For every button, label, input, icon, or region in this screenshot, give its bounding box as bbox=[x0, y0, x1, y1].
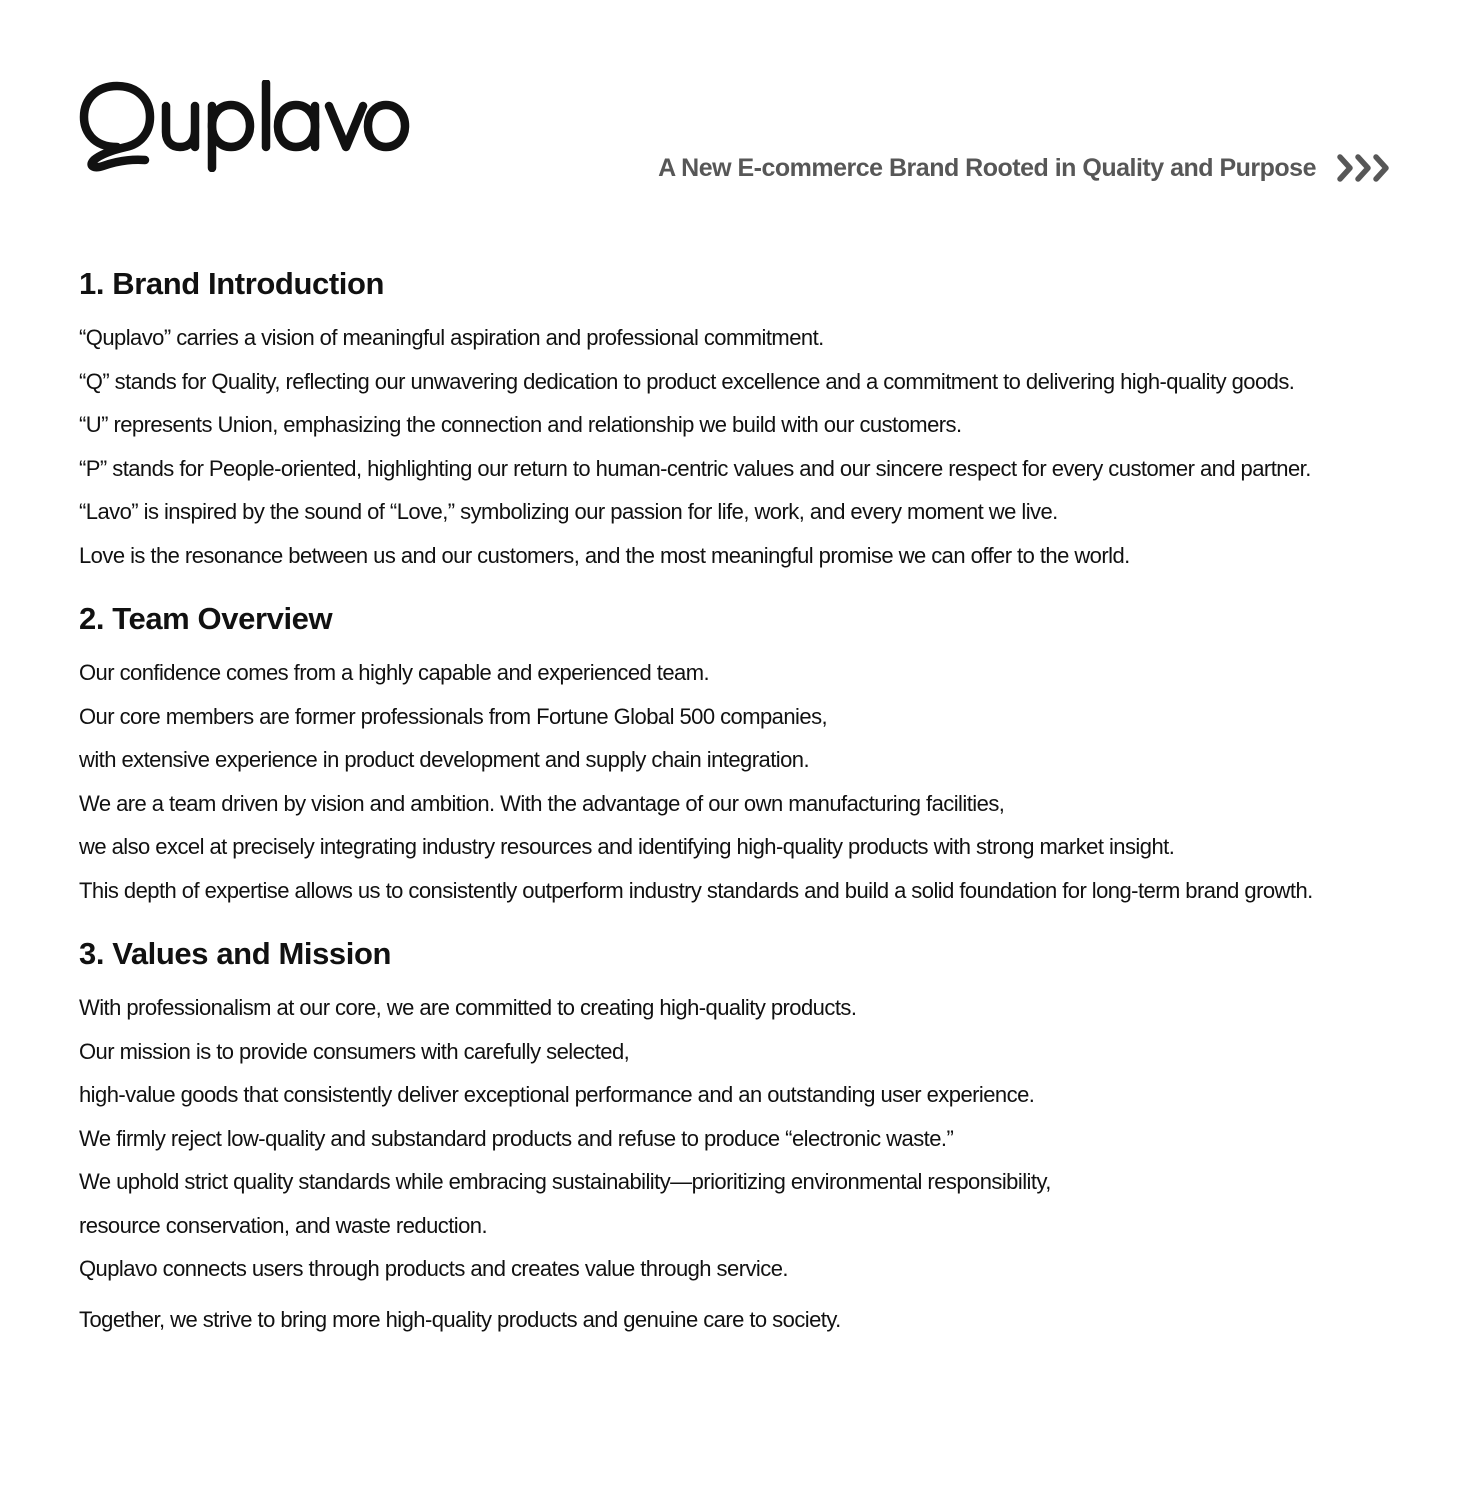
paragraph-line: resource conservation, and waste reduction. bbox=[79, 1212, 488, 1238]
paragraph-line: We uphold strict quality standards while embracing sustainability—prioritizing environmental responsibility, bbox=[79, 1169, 1051, 1194]
section-heading: 3. Values and Mission bbox=[79, 936, 392, 971]
paragraph-line: Quplavo connects users through products and creates value through service. bbox=[79, 1256, 788, 1281]
paragraph-line: “Lavo” is inspired by the sound of “Love,” symbolizing our passion for life, work, and every moment we live. bbox=[79, 499, 1058, 524]
paragraph-line: With professionalism at our core, we are committed to creating high-quality products. bbox=[79, 995, 857, 1020]
paragraph-line: We are a team driven by vision and ambition. With the advantage of our own manufacturing facilities, bbox=[79, 790, 1005, 816]
paragraph-line: Our confidence comes from a highly capable and experienced team. bbox=[79, 660, 710, 685]
paragraph-line: high-value goods that consistently deliver exceptional performance and an outstanding user experience. bbox=[79, 1082, 1035, 1107]
tagline-row bbox=[658, 150, 1394, 186]
paragraph-line: Together, we strive to bring more high-quality products and genuine care to society. bbox=[79, 1306, 841, 1332]
quplavo-logo-mark bbox=[79, 80, 411, 172]
section-heading: 1. Brand Introduction bbox=[79, 266, 385, 301]
paragraph-line: Love is the resonance between us and our customers, and the most meaningful promise we can offer to the world. bbox=[79, 542, 1130, 568]
paragraph-line: with extensive experience in product development and supply chain integration. bbox=[79, 747, 810, 772]
paragraph-line: This depth of expertise allows us to consistently outperform industry standards and build a solid foundation for long-term brand growth. bbox=[79, 877, 1313, 903]
triple-chevron-right-icon bbox=[1336, 153, 1394, 183]
paragraph-line: “Quplavo” carries a vision of meaningful aspiration and professional commitment. bbox=[79, 325, 824, 350]
section-values-and-mission bbox=[79, 932, 1439, 1341]
paragraph-line: Our mission is to provide consumers with carefully selected, bbox=[79, 1038, 630, 1064]
paragraph-line: we also excel at precisely integrating industry resources and identifying high-quality products with strong market insight. bbox=[79, 834, 1175, 859]
paragraph-line: “P” stands for People-oriented, highlighting our return to human-centric values and our sincere respect for every customer and partner. bbox=[79, 455, 1311, 481]
paragraph-line: Our core members are former professionals from Fortune Global 500 companies, bbox=[79, 703, 828, 729]
brand-logo bbox=[79, 80, 411, 172]
paragraph-line: We firmly reject low-quality and substandard products and refuse to produce “electronic waste.” bbox=[79, 1125, 954, 1151]
section-heading: 2. Team Overview bbox=[79, 601, 333, 636]
section-team-overview bbox=[79, 597, 1439, 912]
paragraph-line: “U” represents Union, emphasizing the connection and relationship we build with our customers. bbox=[79, 412, 962, 437]
section-brand-introduction bbox=[79, 262, 1439, 577]
brand-tagline: A New E-commerce Brand Rooted in Quality and Purpose bbox=[658, 153, 1316, 182]
paragraph-line: “Q” stands for Quality, reflecting our unwavering dedication to product excellence and a commitment to delivering high-quality goods. bbox=[79, 368, 1295, 394]
document-body bbox=[79, 262, 1439, 1341]
